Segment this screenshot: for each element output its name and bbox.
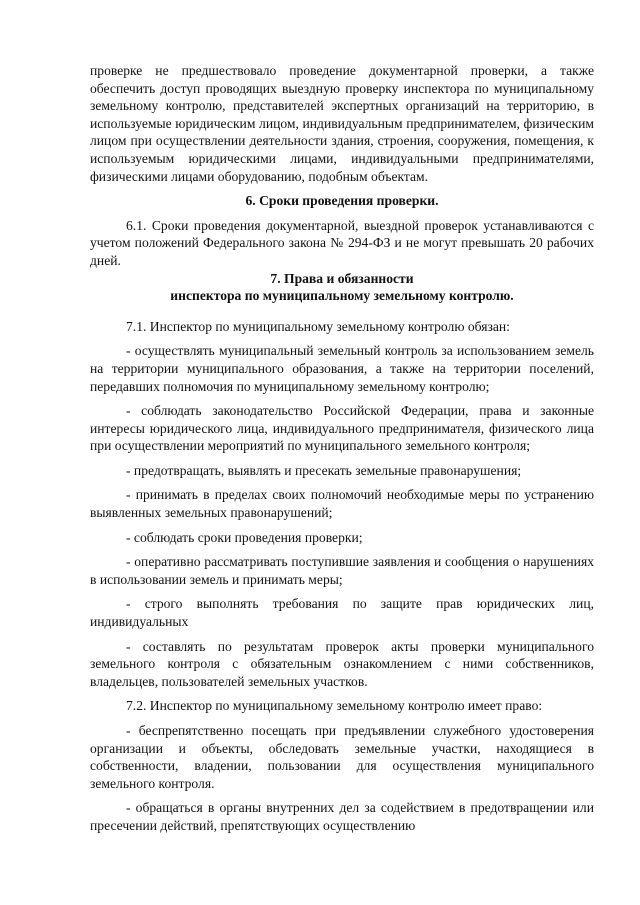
duty-item: - соблюдать законодательство Российской Федерации, права и законные интересы юридического лица, индивидуального предпринимателя, физического лица при осуществлении мероприятий по муниципального земельного контроля; — [90, 403, 594, 454]
duty-item: - предотвращать, выявлять и пресекать земельные правонарушения; — [126, 462, 522, 478]
duty-item: - принимать в пределах своих полномочий необходимые меры по устранению выявленных земельных правонарушений; — [90, 487, 594, 521]
section-7-heading-line1: 7. Права и обязанности — [270, 270, 414, 286]
duty-item: - оперативно рассматривать поступившие заявления и сообщения о нарушениях в использовании земель и принимать меры; — [90, 554, 594, 587]
paragraph-7-2: 7.2. Инспектор по муниципальному земельному контролю имеет право: — [126, 698, 543, 714]
duty-item: - составлять по результатам проверок акты проверки муниципального земельного контроля с обязательным ознакомлением с ними собственников, владельцев, пользователей земельных участков. — [90, 638, 594, 689]
right-item: - обращаться в органы внутренних дел за содействием в предотвращении или пресечении действий, препятствующих осуществлению — [90, 800, 594, 833]
paragraph-6-1: 6.1. Сроки проведения документарной, выездной проверок устанавливаются с учетом положений Федерального закона № 294-ФЗ и не могут превышать 20 рабочих дней. — [90, 217, 594, 268]
section-6-heading: 6. Сроки проведения проверки. — [245, 193, 439, 209]
section-7-heading-line2: инспектора по муниципальному земельному контролю. — [170, 288, 514, 304]
duty-item: - строго выполнять требования по защите прав юридических лиц, индивидуальных — [90, 596, 594, 630]
right-item: - беспрепятственно посещать при предъявлении служебного удостоверения организации и объекты, обследовать земельные участки, находящиеся в собственности, владении, пользовании для осуществления муниципального земельного контроля. — [90, 723, 594, 791]
paragraph-intro: проверке не предшествовало проведение документарной проверки, а также обеспечить доступ проводящих выездную проверку инспектора по муниципальному земельному контролю, представителей экспертных организаций на территорию, в используемые юридическим лицом, индивидуальным предпринимателем, физическим лицом при осуществлении деятельности здания, строения, сооружения, помещения, к используемым юридическими лицами, индивидуальными предпринимателями, физическими лицами оборудованию, подобным объектам. — [90, 63, 594, 184]
paragraph-7-1: 7.1. Инспектор по муниципальному земельному контролю обязан: — [126, 318, 510, 334]
duty-item: - соблюдать сроки проведения проверки; — [126, 529, 363, 545]
duty-item: - осуществлять муниципальный земельный контроль за использованием земель на территории муниципального образования, а также на территории поселений, передавших полномочия по муниципальному земельному контролю; — [90, 343, 594, 394]
